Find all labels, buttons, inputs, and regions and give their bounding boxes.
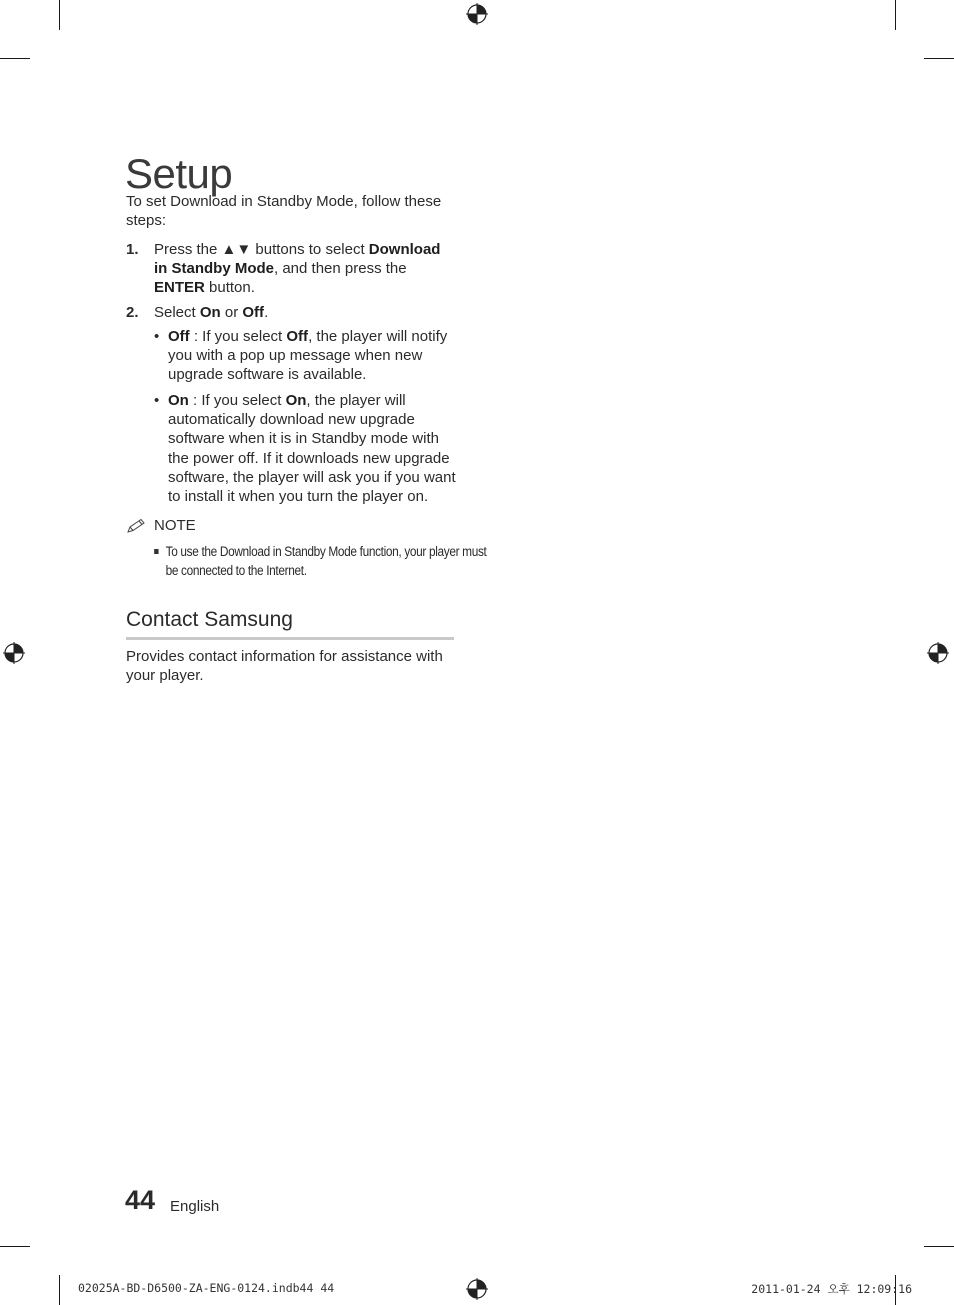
step-emphasis: Off	[242, 304, 265, 322]
crop-mark	[59, 0, 60, 30]
bullet-text: , the player will notify you with a pop up message when new upgrade software is available.	[168, 327, 448, 384]
step-number: 1.	[126, 240, 139, 258]
crop-mark	[59, 1275, 60, 1305]
step-text: button.	[204, 279, 255, 297]
page-number: 44	[125, 1185, 156, 1215]
note-item	[126, 542, 493, 581]
crop-mark	[924, 58, 954, 59]
footer-timestamp: 2011-01-24 오후 12:09:16	[751, 1282, 912, 1296]
registration-mark-icon	[3, 642, 25, 664]
crop-mark	[924, 1246, 954, 1247]
page-language: English	[170, 1198, 220, 1215]
bullet-text: : If you select	[188, 391, 286, 409]
step-number: 2.	[126, 304, 139, 322]
registration-mark-icon	[466, 1278, 488, 1300]
bullet-emphasis: On	[168, 391, 189, 409]
bullet-emphasis: Off	[286, 327, 309, 345]
registration-mark-icon	[927, 642, 949, 664]
step-text: or	[220, 304, 243, 322]
bullet-mark: •	[154, 391, 160, 409]
step-emphasis: ENTER	[154, 279, 205, 297]
step-text: Select	[154, 304, 200, 322]
note-label: NOTE	[154, 517, 196, 535]
footer-file-info: 02025A-BD-D6500-ZA-ENG-0124.indb44 44	[78, 1281, 335, 1295]
crop-mark	[0, 1246, 30, 1247]
bullet-emphasis: On	[285, 391, 307, 409]
bullet-item	[154, 327, 456, 385]
step-emphasis: On	[199, 304, 221, 322]
step-text: .	[264, 304, 269, 322]
square-bullet-icon	[154, 549, 158, 554]
step-text: Press the ▲▼ buttons to select	[154, 240, 369, 258]
crop-mark	[0, 58, 30, 59]
page-title: Setup	[125, 150, 233, 198]
step-text: , and then press the	[274, 259, 407, 277]
bullet-text: : If you select	[189, 327, 287, 345]
section-title: Contact Samsung	[126, 607, 454, 640]
crop-mark	[895, 0, 896, 30]
intro-text: To set Download in Standby Mode, follow these steps:	[126, 193, 442, 230]
bullet-emphasis: Off	[168, 327, 190, 345]
content-column	[126, 192, 487, 685]
step-item	[126, 303, 456, 506]
bullet-text: , the player will automatically download new upgrade software when it is in Standby mode with the power off. If it downloads new upgrade software, the player will ask you if you want to install it when you turn the player on.	[168, 391, 456, 506]
section-text: Provides contact information for assistance with your player.	[126, 647, 443, 685]
bullet-item	[154, 391, 456, 507]
registration-mark-icon	[466, 3, 488, 25]
note-text: To use the Download in Standby Mode function, your player must be connected to the Internet.	[165, 543, 487, 579]
bullet-mark: •	[154, 327, 160, 345]
step-emphasis: Download in Standby Mode	[154, 240, 441, 277]
pencil-icon	[126, 518, 148, 534]
note-header	[126, 516, 456, 535]
step-item	[126, 240, 456, 298]
